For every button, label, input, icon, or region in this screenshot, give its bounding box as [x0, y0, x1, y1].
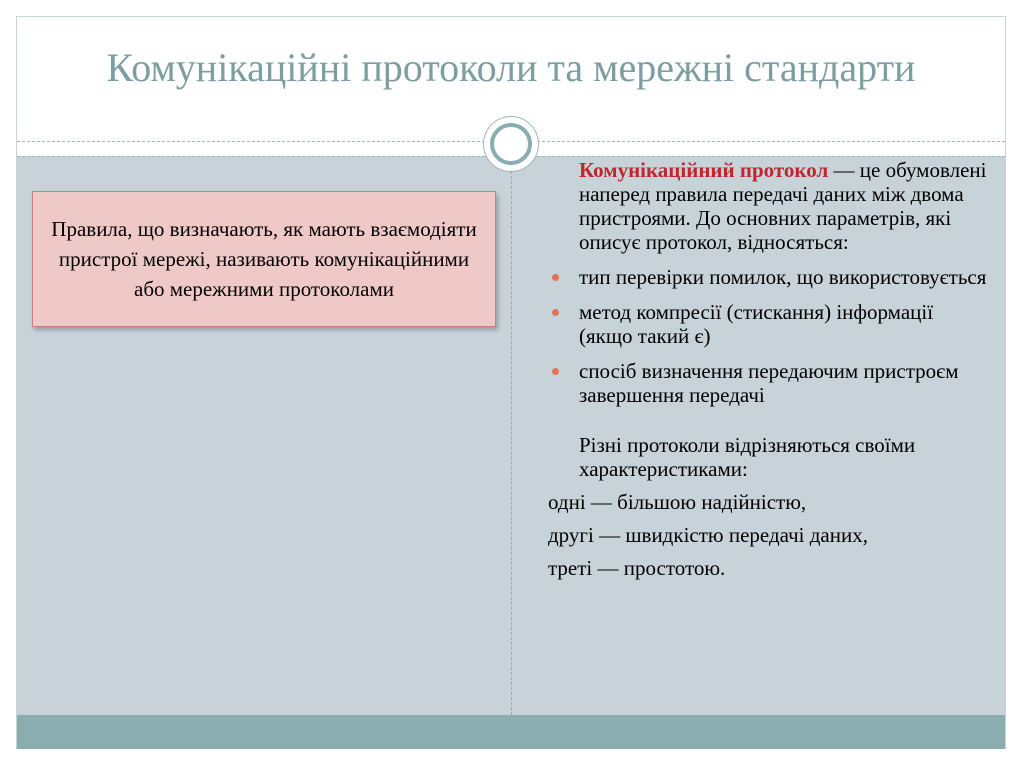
definition-callout-box: [32, 191, 496, 327]
difference-line: одні — більшою надійністю,: [548, 490, 807, 514]
callout-text: Правила, що визначають, як мають взаємодіяти пристрої мережі, називають комунікаційними або мережними протоколами: [51, 217, 477, 301]
column-divider: [511, 156, 512, 715]
differences-intro: Різні протоколи відрізняються своїми характеристиками:: [579, 433, 916, 481]
list-item: тип перевірки помилок, що використовується: [548, 265, 988, 289]
parameters-list: [548, 265, 988, 407]
circle-ring: [490, 123, 532, 165]
definition-term: Комунікаційний протокол: [579, 158, 829, 182]
circle-ornament-icon: [483, 116, 539, 172]
bullet-dot-icon: [552, 368, 559, 375]
list-item: метод компресії (стискання) інформації (якщо такий є): [548, 300, 988, 348]
bullet-dot-icon: [552, 274, 559, 281]
protocol-definition: [579, 158, 988, 254]
slide-title: Комунікаційні протоколи та мережні стандарти: [106, 45, 916, 90]
difference-line: другі — швидкістю передачі даних,: [548, 523, 868, 547]
footer-band: [17, 715, 1005, 749]
bullet-dot-icon: [552, 309, 559, 316]
list-item: спосіб визначення передаючим пристроєм завершення передачі: [548, 359, 988, 407]
definition-text: — це обумовлені наперед правила передачі даних між двома пристроями. До основних параметрів, які описує протокол, відносяться:: [579, 158, 987, 254]
right-column: [548, 158, 988, 580]
difference-line: треті — простотою.: [548, 556, 726, 580]
